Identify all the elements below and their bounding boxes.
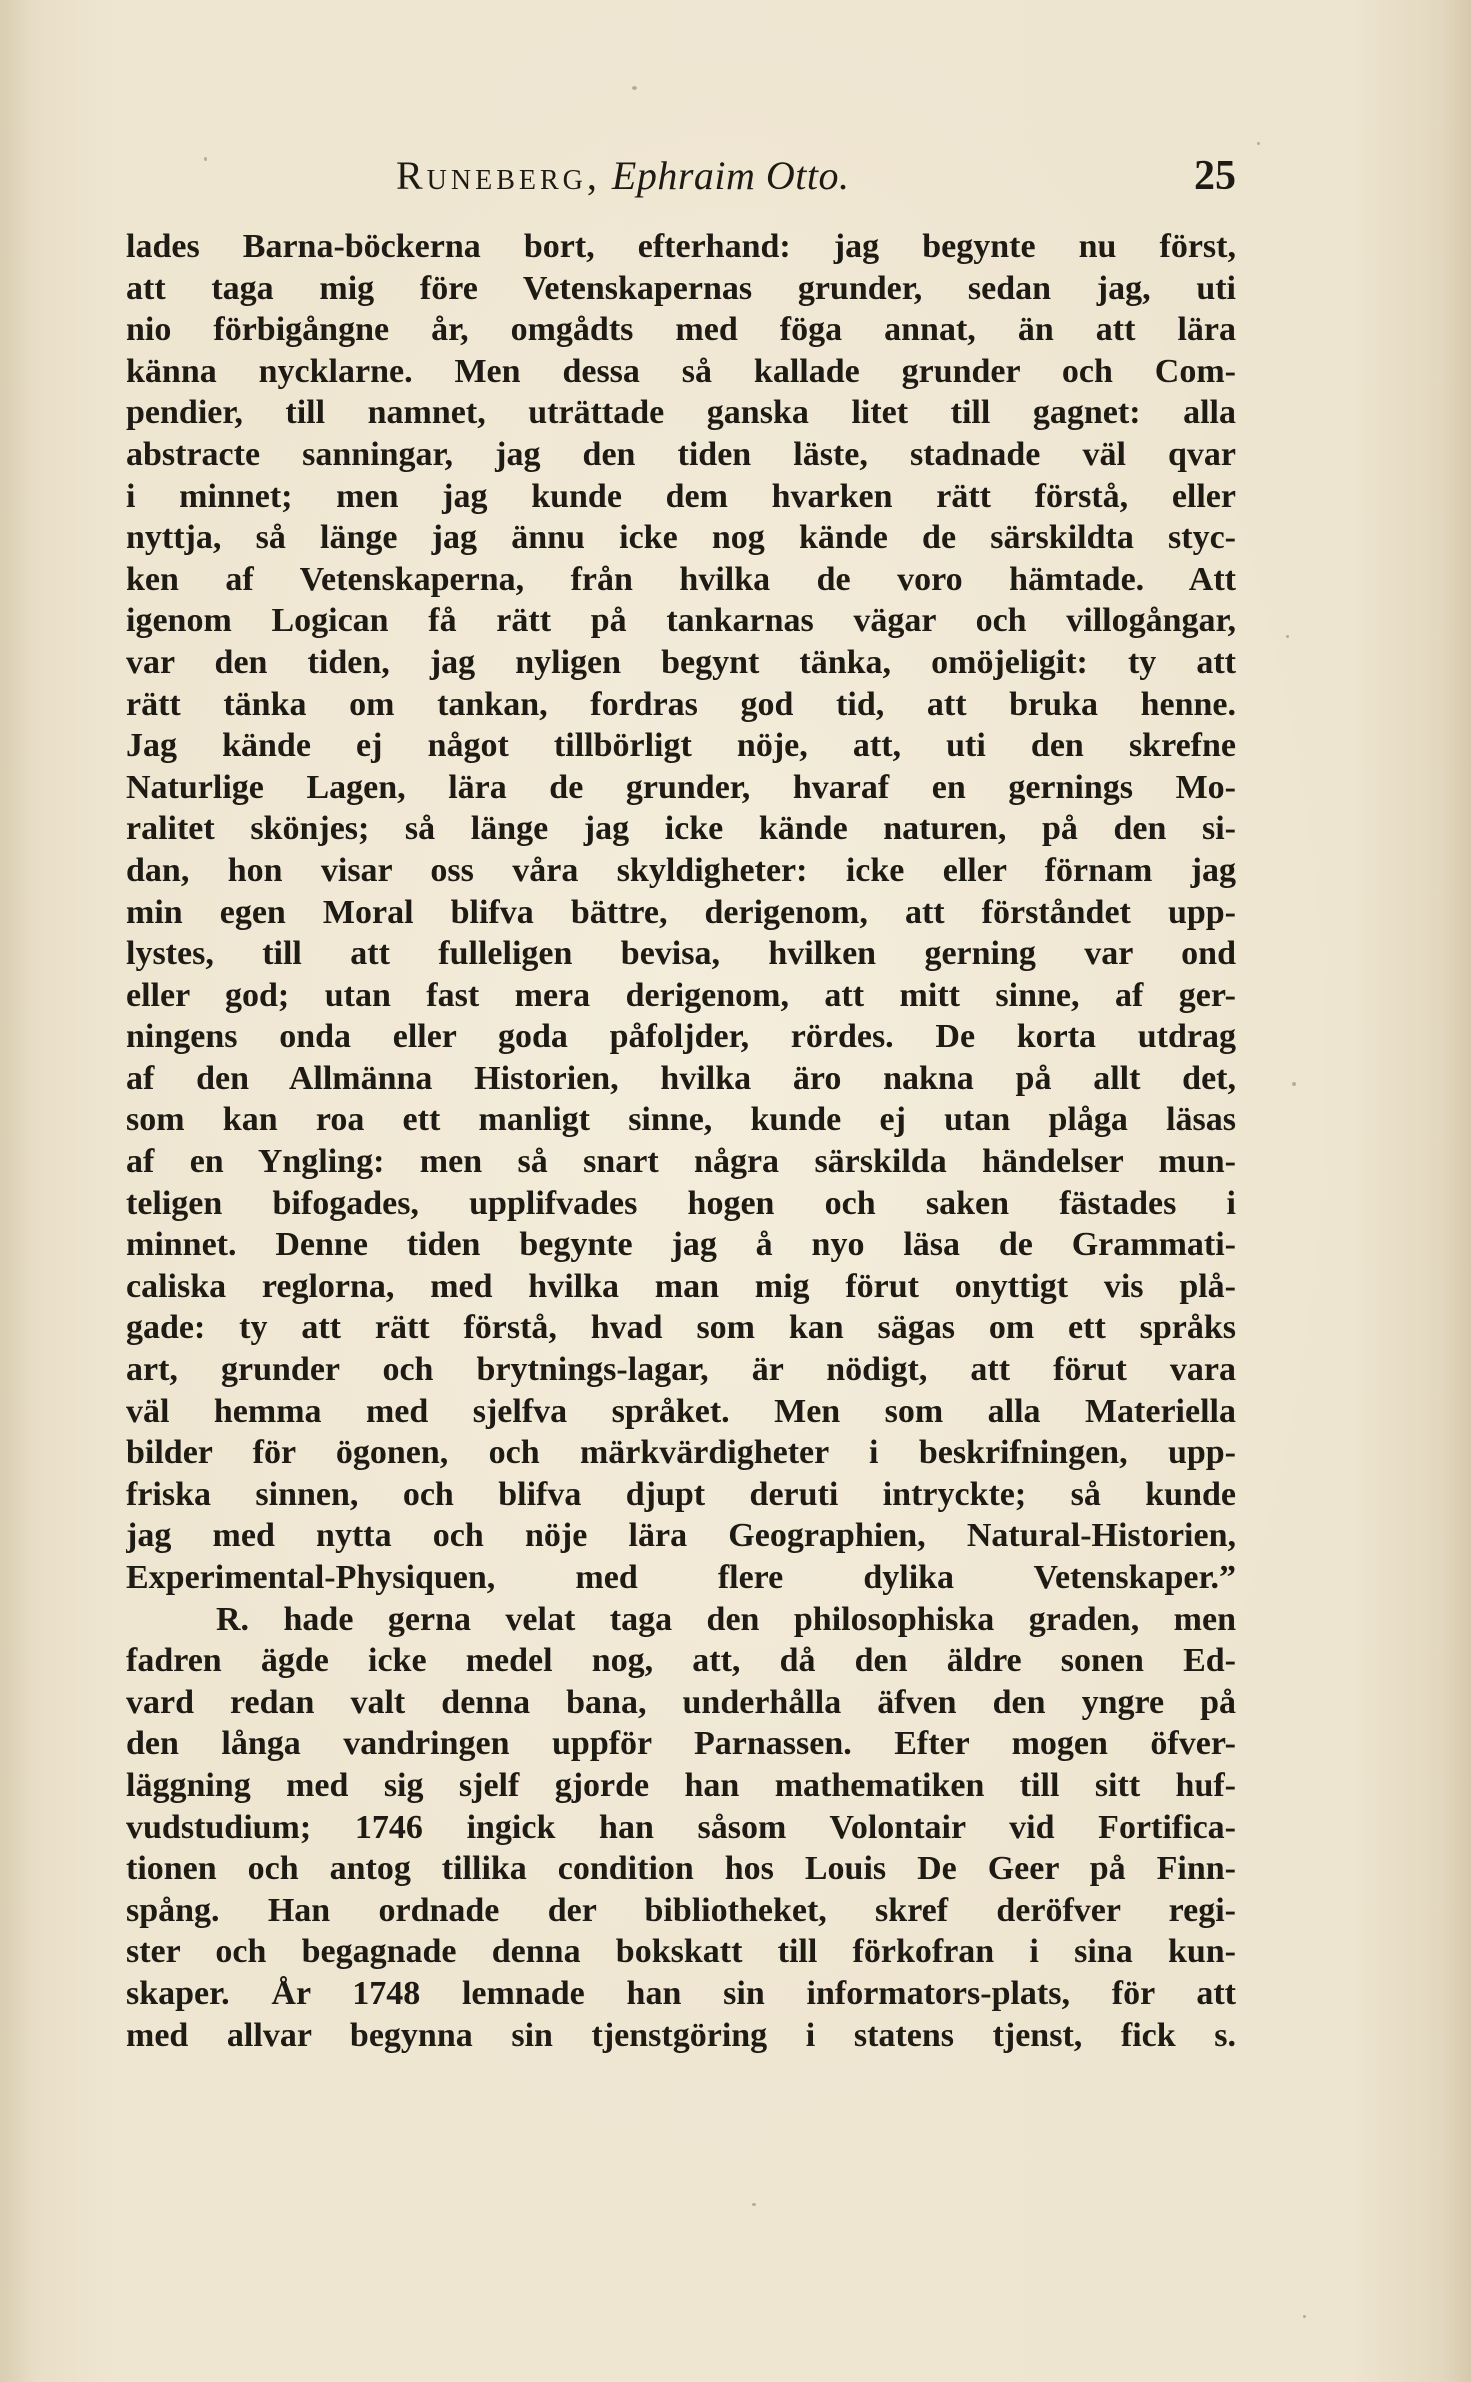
text-line: eller god; utan fast mera derigenom, att mitt sinne, af ger- — [126, 976, 1236, 1014]
text-line: läggning med sig sjelf gjorde han mathematiken till sitt huf- — [126, 1766, 1236, 1804]
text-line: tionen och antog tillika condition hos Louis De Geer på Finn- — [126, 1850, 1236, 1888]
text-line: spång. Han ordnade der bibliotheket, skref deröfver regi- — [126, 1891, 1236, 1929]
body-text — [126, 226, 1236, 2056]
text-line: nio förbigångne år, omgådts med föga annat, än att lära — [126, 311, 1236, 349]
text-line: gade: ty att rätt förstå, hvad som kan sägas om ett språks — [126, 1309, 1236, 1347]
text-line: min egen Moral blifva bättre, derigenom, att förståndet upp- — [126, 893, 1236, 931]
text-line: den långa vandringen uppför Parnassen. Efter mogen öfver- — [126, 1725, 1236, 1763]
paper-speck — [752, 2203, 756, 2206]
page-header — [126, 152, 1236, 212]
text-line: ralitet skönjes; så länge jag icke kände naturen, på den si- — [126, 810, 1236, 848]
text-line: rätt tänka om tankan, fordras god tid, att bruka henne. — [126, 685, 1236, 723]
text-line: vard redan valt denna bana, underhålla äfven den yngre på — [126, 1683, 1236, 1721]
text-line: känna nycklarne. Men dessa så kallade grunder och Com- — [126, 352, 1236, 390]
text-line: bilder för ögonen, och märkvärdigheter i beskrifningen, upp- — [126, 1434, 1236, 1472]
text-line: väl hemma med sjelfva språket. Men som alla Materiella — [126, 1392, 1236, 1430]
text-line: skaper. År 1748 lemnade han sin informators-plats, för att — [126, 1974, 1236, 2012]
text-line: R. hade gerna velat taga den philosophiska graden, men — [216, 1600, 1236, 1638]
running-head-given-names: Ephraim Otto. — [611, 153, 850, 198]
text-line: caliska reglorna, med hvilka man mig förut onyttigt vis plå- — [126, 1267, 1236, 1305]
paper-speck — [1286, 635, 1289, 638]
text-line: friska sinnen, och blifva djupt deruti intryckte; så kunde — [126, 1475, 1236, 1513]
text-line: pendier, till namnet, uträttade ganska litet till gagnet: alla — [126, 394, 1236, 432]
running-head — [396, 152, 850, 199]
paper-speck — [204, 157, 207, 161]
paper-speck — [632, 86, 637, 90]
text-line: med allvar begynna sin tjenstgöring i statens tjenst, fick s. — [126, 2016, 1236, 2054]
text-line: som kan roa ett manligt sinne, kunde ej utan plåga läsas — [126, 1101, 1236, 1139]
text-line: fadren ägde icke medel nog, att, då den äldre sonen Ed- — [126, 1642, 1236, 1680]
text-line: jag med nytta och nöje lära Geographien, Natural-Historien, — [126, 1517, 1236, 1555]
paper-speck — [1303, 2315, 1306, 2318]
text-line: Jag kände ej något tillbörligt nöje, att, uti den skrefne — [126, 727, 1236, 765]
text-line: ster och begagnade denna bokskatt till förkofran i sina kun- — [126, 1933, 1236, 1971]
text-line: minnet. Denne tiden begynte jag å nyo läsa de Grammati- — [126, 1226, 1236, 1264]
text-line: lades Barna-böckerna bort, efterhand: jag begynte nu först, — [126, 228, 1236, 265]
running-head-author: Runeberg, — [396, 153, 601, 198]
text-line: var den tiden, jag nyligen begynt tänka, omöjeligit: ty att — [126, 643, 1236, 681]
page-number: 25 — [1194, 153, 1236, 199]
text-line: teligen bifogades, upplifvades hogen och saken fästades i — [126, 1184, 1236, 1222]
text-line: igenom Logican få rätt på tankarnas vägar och villogångar, — [126, 602, 1236, 640]
text-line: af en Yngling: men så snart några särskilda händelser mun- — [126, 1143, 1236, 1181]
text-line: dan, hon visar oss våra skyldigheter: icke eller förnam jag — [126, 851, 1236, 889]
text-line: nyttja, så länge jag ännu icke nog kände de särskildta styc- — [126, 519, 1236, 557]
text-line: ken af Vetenskaperna, från hvilka de voro hämtade. Att — [126, 560, 1236, 598]
text-line: att taga mig före Vetenskapernas grunder, sedan jag, uti — [126, 269, 1236, 307]
text-line: lystes, till att fulleligen bevisa, hvilken gerning var ond — [126, 935, 1236, 973]
text-line: ningens onda eller goda påfoljder, rördes. De korta utdrag — [126, 1018, 1236, 1056]
paper-speck — [1292, 1082, 1296, 1086]
text-line: abstracte sanningar, jag den tiden läste, stadnade väl qvar — [126, 435, 1236, 473]
text-line: art, grunder och brytnings-lagar, är nödigt, att förut vara — [126, 1351, 1236, 1389]
text-line: Naturlige Lagen, lära de grunder, hvaraf en gernings Mo- — [126, 768, 1236, 806]
text-line: vudstudium; 1746 ingick han såsom Volontair vid Fortifica- — [126, 1808, 1236, 1846]
text-line: af den Allmänna Historien, hvilka äro nakna på allt det, — [126, 1059, 1236, 1097]
paper-speck — [1257, 142, 1260, 145]
text-line: i minnet; men jag kunde dem hvarken rätt förstå, eller — [126, 477, 1236, 515]
text-line: Experimental-Physiquen, med flere dylika Vetenskaper.” — [126, 1559, 1236, 1596]
